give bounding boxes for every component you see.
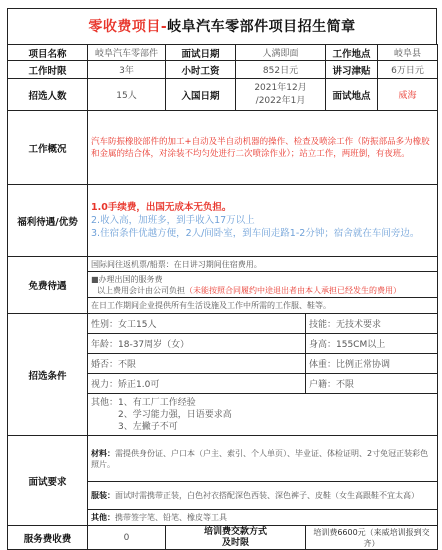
welfare-line-3: 3.住宿条件优越方便，2人/间卧室，到车间走路1-2分钟；宿舍就在车间旁边。 bbox=[91, 228, 420, 239]
welfare-content bbox=[88, 185, 438, 257]
height-condition: 身高：155CM以上 bbox=[306, 334, 438, 354]
other-conditions-line-1 bbox=[91, 397, 434, 409]
other-conditions-title: 其他： bbox=[91, 397, 119, 408]
free-benefits-label: 免费待遇 bbox=[8, 257, 88, 314]
project-name-value: 岐阜汽车零部件 bbox=[88, 45, 166, 61]
recruit-count-label: 招选人数 bbox=[8, 79, 88, 111]
free-benefits-line-3: 在日工作期间企业提供所有生活设施及工作中所需的工作服、鞋等。 bbox=[88, 298, 438, 314]
welfare-label: 福利待遇/优势 bbox=[8, 185, 88, 257]
other-req-text: 携带签字笔、铅笔、橡皮等工具 bbox=[115, 513, 227, 522]
free-benefits-line-2 bbox=[88, 272, 438, 298]
training-allowance-label: 讲习津贴 bbox=[326, 61, 378, 79]
other-condition-2: 2、学习能力强，日语要求高 bbox=[118, 409, 232, 420]
interview-location-value: 威海 bbox=[378, 79, 438, 111]
recruit-count-value: 15人 bbox=[88, 79, 166, 111]
interview-date-label: 面试日期 bbox=[166, 45, 236, 61]
work-overview-label: 工作概况 bbox=[8, 111, 88, 185]
other-conditions bbox=[88, 394, 438, 436]
interview-date-value: 人满即面 bbox=[236, 45, 326, 61]
project-name-label: 项目名称 bbox=[8, 45, 88, 61]
work-period-label: 工作时限 bbox=[8, 61, 88, 79]
entry-date-line-2: /2022年1月 bbox=[255, 95, 306, 106]
table-row bbox=[8, 61, 438, 79]
table-row bbox=[8, 45, 438, 61]
hourly-wage-value: 852日元 bbox=[236, 61, 326, 79]
other-requirement bbox=[88, 510, 438, 526]
table-row bbox=[8, 526, 438, 550]
training-fee-method-label bbox=[166, 526, 306, 550]
table-row bbox=[8, 314, 438, 334]
work-location-value: 岐阜县 bbox=[378, 45, 438, 61]
work-overview-text: 汽车防振橡胶部件的加工+自动及半自动机器的操作、检查及喷涂工作（防振部品多为橡胶和金属的结合体，对涂装不均匀处进行二次喷涂作业）；站立工作，两班倒，有夜班。 bbox=[88, 111, 438, 185]
work-period-value: 3年 bbox=[88, 61, 166, 79]
recruitment-table bbox=[7, 44, 438, 550]
table-row bbox=[8, 79, 438, 111]
training-allowance-value: 6万日元 bbox=[378, 61, 438, 79]
table-row bbox=[8, 111, 438, 185]
clothing-requirement bbox=[88, 482, 438, 510]
welfare-line-1: 1.0手续费，出国无成本无负担。 bbox=[91, 202, 232, 213]
hourly-wage-label: 小时工资 bbox=[166, 61, 236, 79]
table-row bbox=[8, 436, 438, 482]
gender-condition: 性别：女工15人 bbox=[88, 314, 306, 334]
service-fee-label: 服务费收费 bbox=[8, 526, 88, 550]
hukou-condition: 户籍：不限 bbox=[306, 374, 438, 394]
vision-condition: 视力：矫正1.0可 bbox=[88, 374, 306, 394]
other-req-label: 其他： bbox=[91, 513, 115, 522]
entry-date-label: 入国日期 bbox=[166, 79, 236, 111]
clothing-text: 面试时需携带正装，白色衬衣搭配深色西装、深色裤子、皮鞋（女生高跟鞋不宜太高） bbox=[115, 491, 419, 500]
weight-condition: 体重：比例正常协调 bbox=[306, 354, 438, 374]
training-fee-value: 培训费6600元（来威培训报到交齐） bbox=[306, 526, 438, 550]
company-pays-text: 以上费用会计由公司负担 bbox=[97, 285, 185, 295]
training-fee-label-line-1: 培训费交款方式 bbox=[203, 526, 267, 537]
other-condition-3: 3、左撇子不可 bbox=[118, 421, 178, 432]
welfare-line-2: 2.收入高，加班多，到手收入17万以上 bbox=[91, 215, 255, 226]
breach-clause-text: （未能按照合同履约中途退出者由本人承担已经发生的费用） bbox=[185, 285, 401, 295]
marriage-condition: 婚否：不限 bbox=[88, 354, 306, 374]
page-title bbox=[7, 8, 437, 44]
materials-text: 需提供身份证、户口本（户主、索引、个人单页）、毕业证、体检证明、2寸免冠正装彩色照片。 bbox=[91, 448, 429, 469]
training-fee-label-line-2: 及时限 bbox=[221, 537, 249, 548]
conditions-label: 招选条件 bbox=[8, 314, 88, 436]
service-fee-value: 0 bbox=[88, 526, 166, 550]
materials-requirement bbox=[88, 436, 438, 482]
entry-date-line-1: 2021年12月 bbox=[254, 82, 307, 93]
interview-requirements-label: 面试要求 bbox=[8, 436, 88, 526]
cost-borne-note bbox=[91, 285, 434, 296]
other-condition-1: 1、有工厂工作经验 bbox=[118, 397, 196, 408]
title-main: 岐阜汽车零部件项目招生简章 bbox=[167, 19, 356, 35]
clothing-label: 服装： bbox=[91, 491, 115, 500]
age-condition: 年龄：18-37周岁（女） bbox=[88, 334, 306, 354]
materials-label: 材料： bbox=[91, 448, 115, 458]
work-location-label: 工作地点 bbox=[326, 45, 378, 61]
free-benefits-line-1: 国际间往返机票/船票：在日讲习期间住宿费用。 bbox=[88, 257, 438, 272]
table-row bbox=[8, 185, 438, 257]
skill-condition: 技能：无技术要求 bbox=[306, 314, 438, 334]
entry-date-value bbox=[236, 79, 326, 111]
title-highlight: 零收费项目- bbox=[88, 19, 168, 35]
interview-location-label: 面试地点 bbox=[326, 79, 378, 111]
table-row bbox=[8, 257, 438, 272]
service-fee-note: ■办理出国的服务费 bbox=[91, 274, 163, 284]
